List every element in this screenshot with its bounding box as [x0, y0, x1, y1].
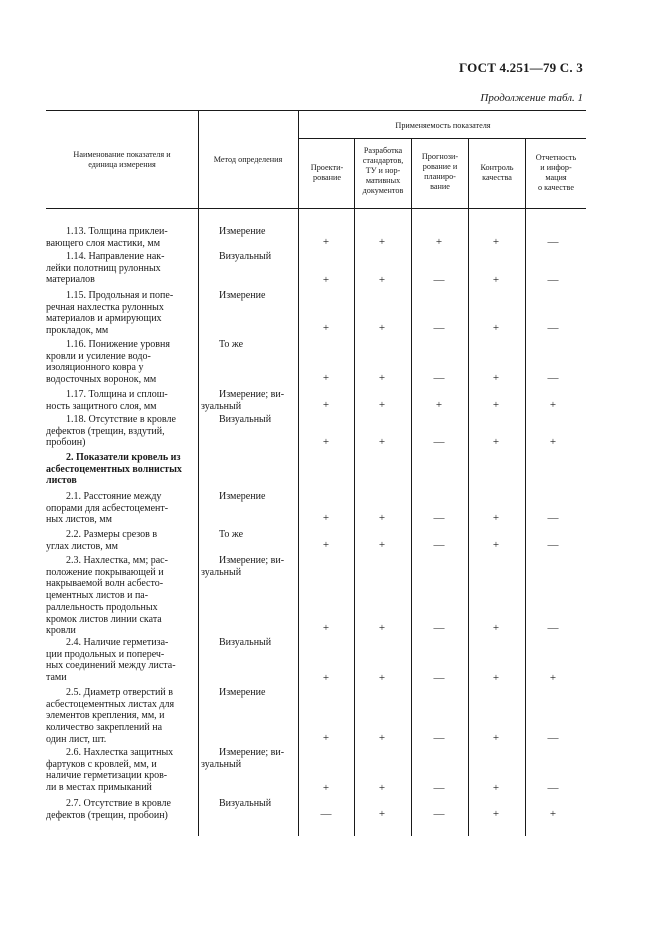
mark-standards: + — [378, 512, 386, 524]
table-continuation-label: Продолжение табл. 1 — [480, 92, 583, 104]
mark-design: + — [322, 672, 330, 684]
method-value: То же — [219, 339, 244, 350]
mark-quality-control: + — [492, 372, 500, 384]
column-divider — [411, 138, 412, 836]
mark-quality-control: + — [492, 622, 500, 634]
mark-design: + — [322, 539, 330, 551]
subheader-reporting: Отчетность и инфор- мация о качестве — [535, 153, 577, 192]
mark-reporting: — — [547, 539, 559, 551]
method-value: Визуальный — [219, 251, 272, 262]
mark-reporting: — — [547, 274, 559, 286]
mark-design: + — [322, 622, 330, 634]
mark-quality-control: + — [492, 539, 500, 551]
mark-forecasting: — — [433, 732, 445, 744]
mark-forecasting: — — [433, 322, 445, 334]
column-header-name: Наименование показателя и единица измерения — [73, 150, 171, 169]
mark-design: + — [322, 236, 330, 248]
mark-quality-control: + — [492, 782, 500, 794]
mark-standards: + — [378, 274, 386, 286]
indicator-name: 2.6. Нахлестка защитных фартуков с кровлей, мм, и наличие герметизации кров- ли в местах примыканий — [46, 747, 174, 794]
mark-reporting: — — [547, 512, 559, 524]
mark-forecasting: — — [433, 672, 445, 684]
mark-reporting: — — [547, 622, 559, 634]
column-divider — [468, 138, 469, 836]
mark-reporting: — — [547, 236, 559, 248]
table-top-rule — [46, 110, 586, 111]
mark-forecasting: — — [433, 436, 445, 448]
mark-design: + — [322, 732, 330, 744]
method-value: Визуальный — [219, 798, 272, 809]
mark-quality-control: + — [492, 399, 500, 411]
method-value: Измерение — [219, 687, 266, 698]
mark-standards: + — [378, 322, 386, 334]
mark-standards: + — [378, 622, 386, 634]
subheader-standards: Разработка стандартов, ТУ и нор- мативных документов — [362, 146, 404, 195]
column-divider — [298, 110, 299, 836]
mark-design: + — [322, 274, 330, 286]
method-value: Измерение; ви- зуальный — [201, 389, 285, 412]
method-value: Измерение; ви- зуальный — [201, 747, 285, 770]
mark-quality-control: + — [492, 808, 500, 820]
mark-forecasting: — — [433, 539, 445, 551]
mark-forecasting: — — [433, 782, 445, 794]
mark-quality-control: + — [492, 274, 500, 286]
mark-quality-control: + — [492, 236, 500, 248]
subheader-design: Проекти- рование — [310, 163, 344, 182]
column-header-applicability: Применяемость показателя — [395, 121, 491, 130]
mark-forecasting: — — [433, 622, 445, 634]
mark-reporting: — — [547, 372, 559, 384]
indicator-name: 2.5. Диаметр отверстий в асбестоцементных листах для элементов крепления, мм, и количество закреплений на один лист, шт. — [46, 687, 175, 745]
indicator-name: 1.17. Толщина и сплош- ность защитного слоя, мм — [46, 389, 168, 412]
mark-standards: + — [378, 436, 386, 448]
mark-reporting: + — [549, 436, 557, 448]
section-heading: 2. Показатели кровель из асбестоцементных волнистых листов — [46, 452, 182, 487]
mark-design: — — [320, 808, 332, 820]
mark-quality-control: + — [492, 732, 500, 744]
column-header-method: Метод определения — [213, 155, 283, 164]
indicator-name: 1.18. Отсутствие в кровле дефектов (трещин, вздутий, пробоин) — [46, 414, 176, 449]
mark-reporting: — — [547, 732, 559, 744]
mark-design: + — [322, 399, 330, 411]
mark-forecasting: — — [433, 512, 445, 524]
mark-reporting: — — [547, 782, 559, 794]
mark-quality-control: + — [492, 672, 500, 684]
mark-standards: + — [378, 782, 386, 794]
column-divider — [354, 138, 355, 836]
column-divider — [525, 138, 526, 836]
mark-standards: + — [378, 808, 386, 820]
mark-quality-control: + — [492, 512, 500, 524]
mark-design: + — [322, 372, 330, 384]
mark-reporting: + — [549, 808, 557, 820]
mark-quality-control: + — [492, 322, 500, 334]
mark-forecasting: — — [433, 274, 445, 286]
mark-design: + — [322, 512, 330, 524]
method-value: Визуальный — [219, 414, 272, 425]
header-bottom-rule — [46, 208, 586, 209]
subheader-forecasting: Прогнози- рование и планиро- вание — [421, 152, 459, 191]
method-value: Измерение; ви- зуальный — [201, 555, 285, 578]
mark-forecasting: — — [433, 372, 445, 384]
indicator-name: 2.2. Размеры срезов в углах листов, мм — [46, 529, 158, 552]
method-value: Измерение — [219, 226, 266, 237]
page-header-title: ГОСТ 4.251—79 С. 3 — [458, 60, 583, 75]
indicator-name: 2.1. Расстояние между опорами для асбестоцемент- ных листов, мм — [46, 491, 169, 526]
mark-reporting: + — [549, 399, 557, 411]
mark-design: + — [322, 782, 330, 794]
mark-forecasting: — — [433, 808, 445, 820]
mark-forecasting: + — [435, 236, 443, 248]
mark-standards: + — [378, 372, 386, 384]
mark-reporting: — — [547, 322, 559, 334]
method-value: Измерение — [219, 290, 266, 301]
mark-design: + — [322, 436, 330, 448]
method-value: Измерение — [219, 491, 266, 502]
indicator-name: 1.16. Понижение уровня кровли и усиление водо- изоляционного ковра у водосточных воронок, мм — [46, 339, 170, 386]
applicability-rule — [298, 138, 586, 139]
mark-standards: + — [378, 732, 386, 744]
indicator-name: 1.15. Продольная и попе- речная нахлестка рулонных материалов и армирующих прокладок, мм — [46, 290, 174, 337]
mark-standards: + — [378, 672, 386, 684]
subheader-quality-control: Контроль качества — [480, 163, 514, 182]
indicator-name: 2.7. Отсутствие в кровле дефектов (трещин, пробоин) — [46, 798, 171, 821]
indicator-name: 2.4. Наличие герметиза- ции продольных и попереч- ных соединений между листа- тами — [46, 637, 176, 684]
mark-standards: + — [378, 539, 386, 551]
indicator-name: 1.13. Толщина приклеи- вающего слоя мастики, мм — [46, 226, 168, 249]
column-divider — [198, 110, 199, 836]
mark-design: + — [322, 322, 330, 334]
mark-standards: + — [378, 399, 386, 411]
method-value: Визуальный — [219, 637, 272, 648]
mark-standards: + — [378, 236, 386, 248]
indicator-name: 1.14. Направление нак- лейки полотнищ рулонных материалов — [46, 251, 165, 286]
indicator-name: 2.3. Нахлестка, мм; рас- положение покрывающей и накрываемой волн асбесто- цементных листов и па- раллельность продольных кромок листов линии ската кровли — [46, 555, 168, 637]
method-value: То же — [219, 529, 244, 540]
mark-reporting: + — [549, 672, 557, 684]
mark-forecasting: + — [435, 399, 443, 411]
mark-quality-control: + — [492, 436, 500, 448]
